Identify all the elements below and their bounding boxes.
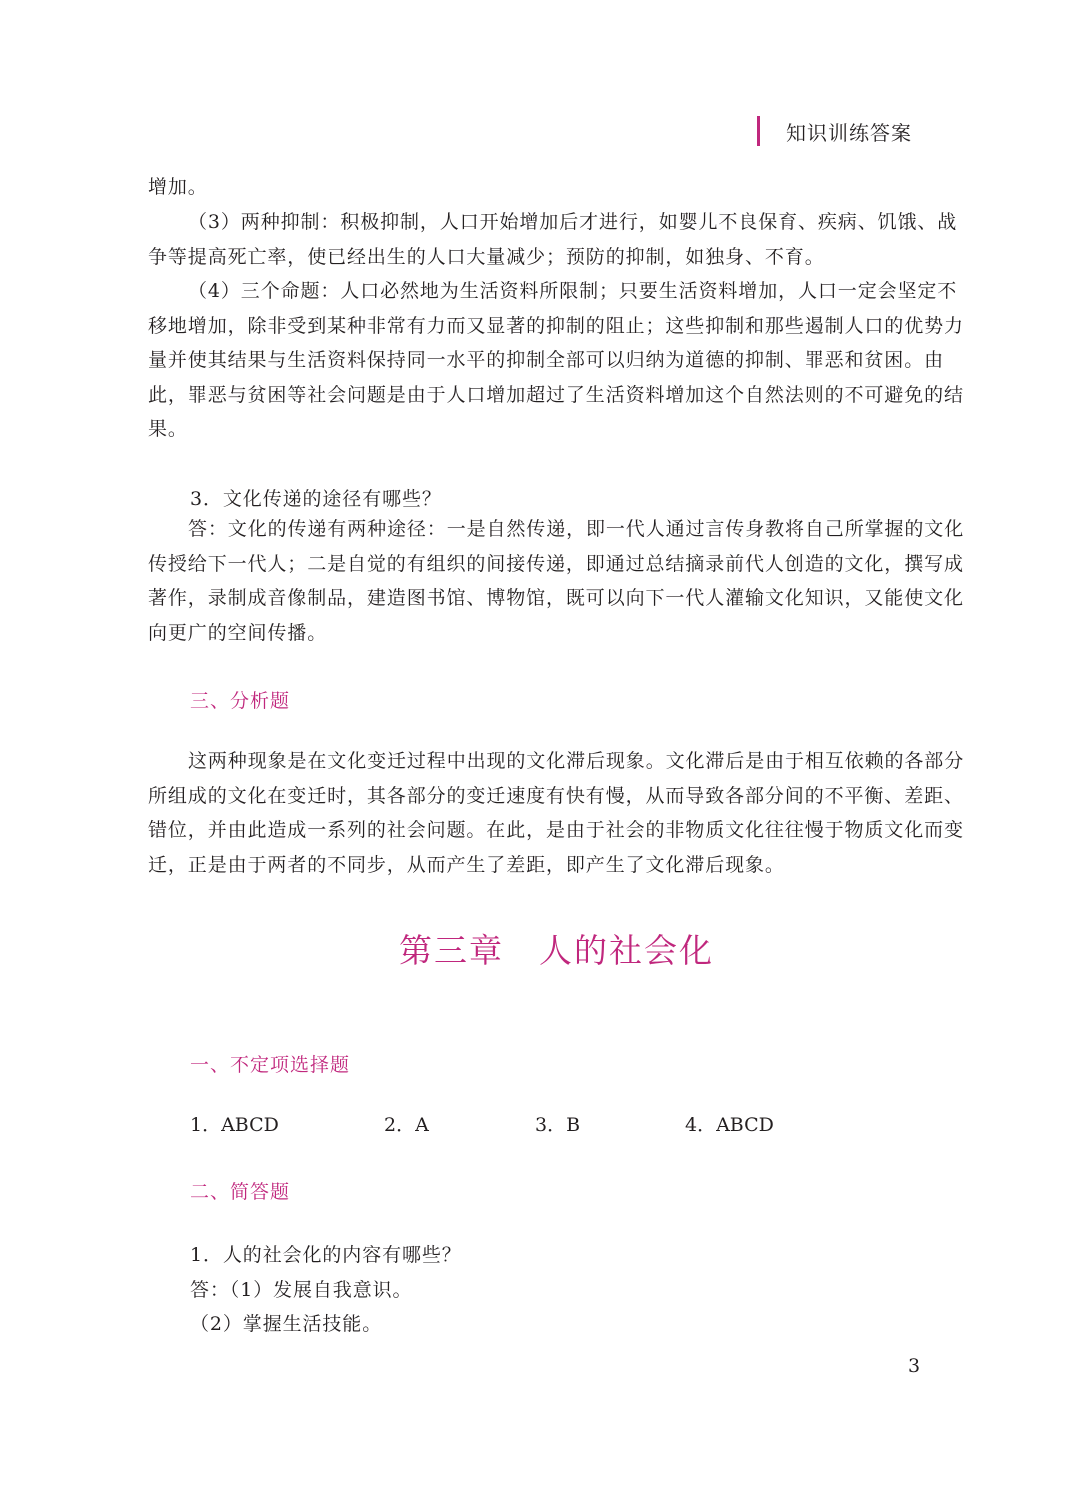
answer-3: 答：文化的传递有两种途径：一是自然传递，即一代人通过言传身教将自己所掌握的文化传授给下一代人；二是自觉的有组织的间接传递，即通过总结摘录前代人创造的文化，撰写成著作，录制成音像制品，建造图书馆、博物馆，既可以向下一代人灌输文化知识，又能使文化向更广的空间传播。 (148, 518, 965, 644)
analysis-paragraph: 这两种现象是在文化变迁过程中出现的文化滞后现象。文化滞后是由于相互依赖的各部分所组成的文化在变迁时，其各部分的变迁速度有快有慢，从而导致各部分间的不平衡、差距、错位，并由此造成一系列的社会问题。在此，是由于社会的非物质文化往往慢于物质文化而变迁，正是由于两者的不同步，从而产生了差距，即产生了文化滞后现象。 (148, 750, 965, 876)
running-header (757, 116, 912, 146)
header-title: 知识训练答案 (786, 120, 912, 145)
chapter-title: 第三章 人的社会化 (399, 931, 714, 970)
analysis-heading: 三、分析题 (190, 690, 291, 712)
short-answer-line-1: 答：（1）发展自我意识。 (190, 1279, 413, 1301)
short-question-1: 1．人的社会化的内容有哪些？ (190, 1244, 462, 1266)
paragraph-three-propositions: （4）三个命题：人口必然地为生活资料所限制；只要生活资料增加，人口一定会坚定不移地增加，除非受到某种非常有力而又显著的抑制的阻止；这些抑制和那些遏制人口的优势力量并使其结果与生活资料保持同一水平的抑制全部可以归纳为道德的抑制、罪恶和贫困。由此，罪恶与贫困等社会问题是由于人口增加超过了生活资料增加这个自然法则的不可避免的结果。 (148, 280, 964, 440)
page-number: 3 (908, 1355, 921, 1377)
multiple-choice-heading: 一、不定项选择题 (190, 1054, 351, 1076)
answer-3-choice: 3．B (535, 1114, 581, 1136)
paragraph-continuation: 增加。 (148, 176, 208, 198)
answer-1: 1．ABCD (190, 1114, 279, 1136)
paragraph-two-checks: （3）两种抑制：积极抑制，人口开始增加后才进行，如婴儿不良保育、疾病、饥饿、战争等提高死亡率，使已经出生的人口大量减少；预防的抑制，如独身、不育。 (148, 211, 958, 268)
question-3: 3．文化传递的途径有哪些？ (190, 488, 442, 510)
answer-4: 4．ABCD (685, 1114, 774, 1136)
answer-row (190, 1110, 890, 1140)
header-accent-bar (757, 116, 760, 146)
short-answer-line-2: （2）掌握生活技能。 (190, 1313, 383, 1335)
short-answer-heading: 二、简答题 (190, 1181, 291, 1203)
answer-2: 2．A (384, 1114, 429, 1136)
